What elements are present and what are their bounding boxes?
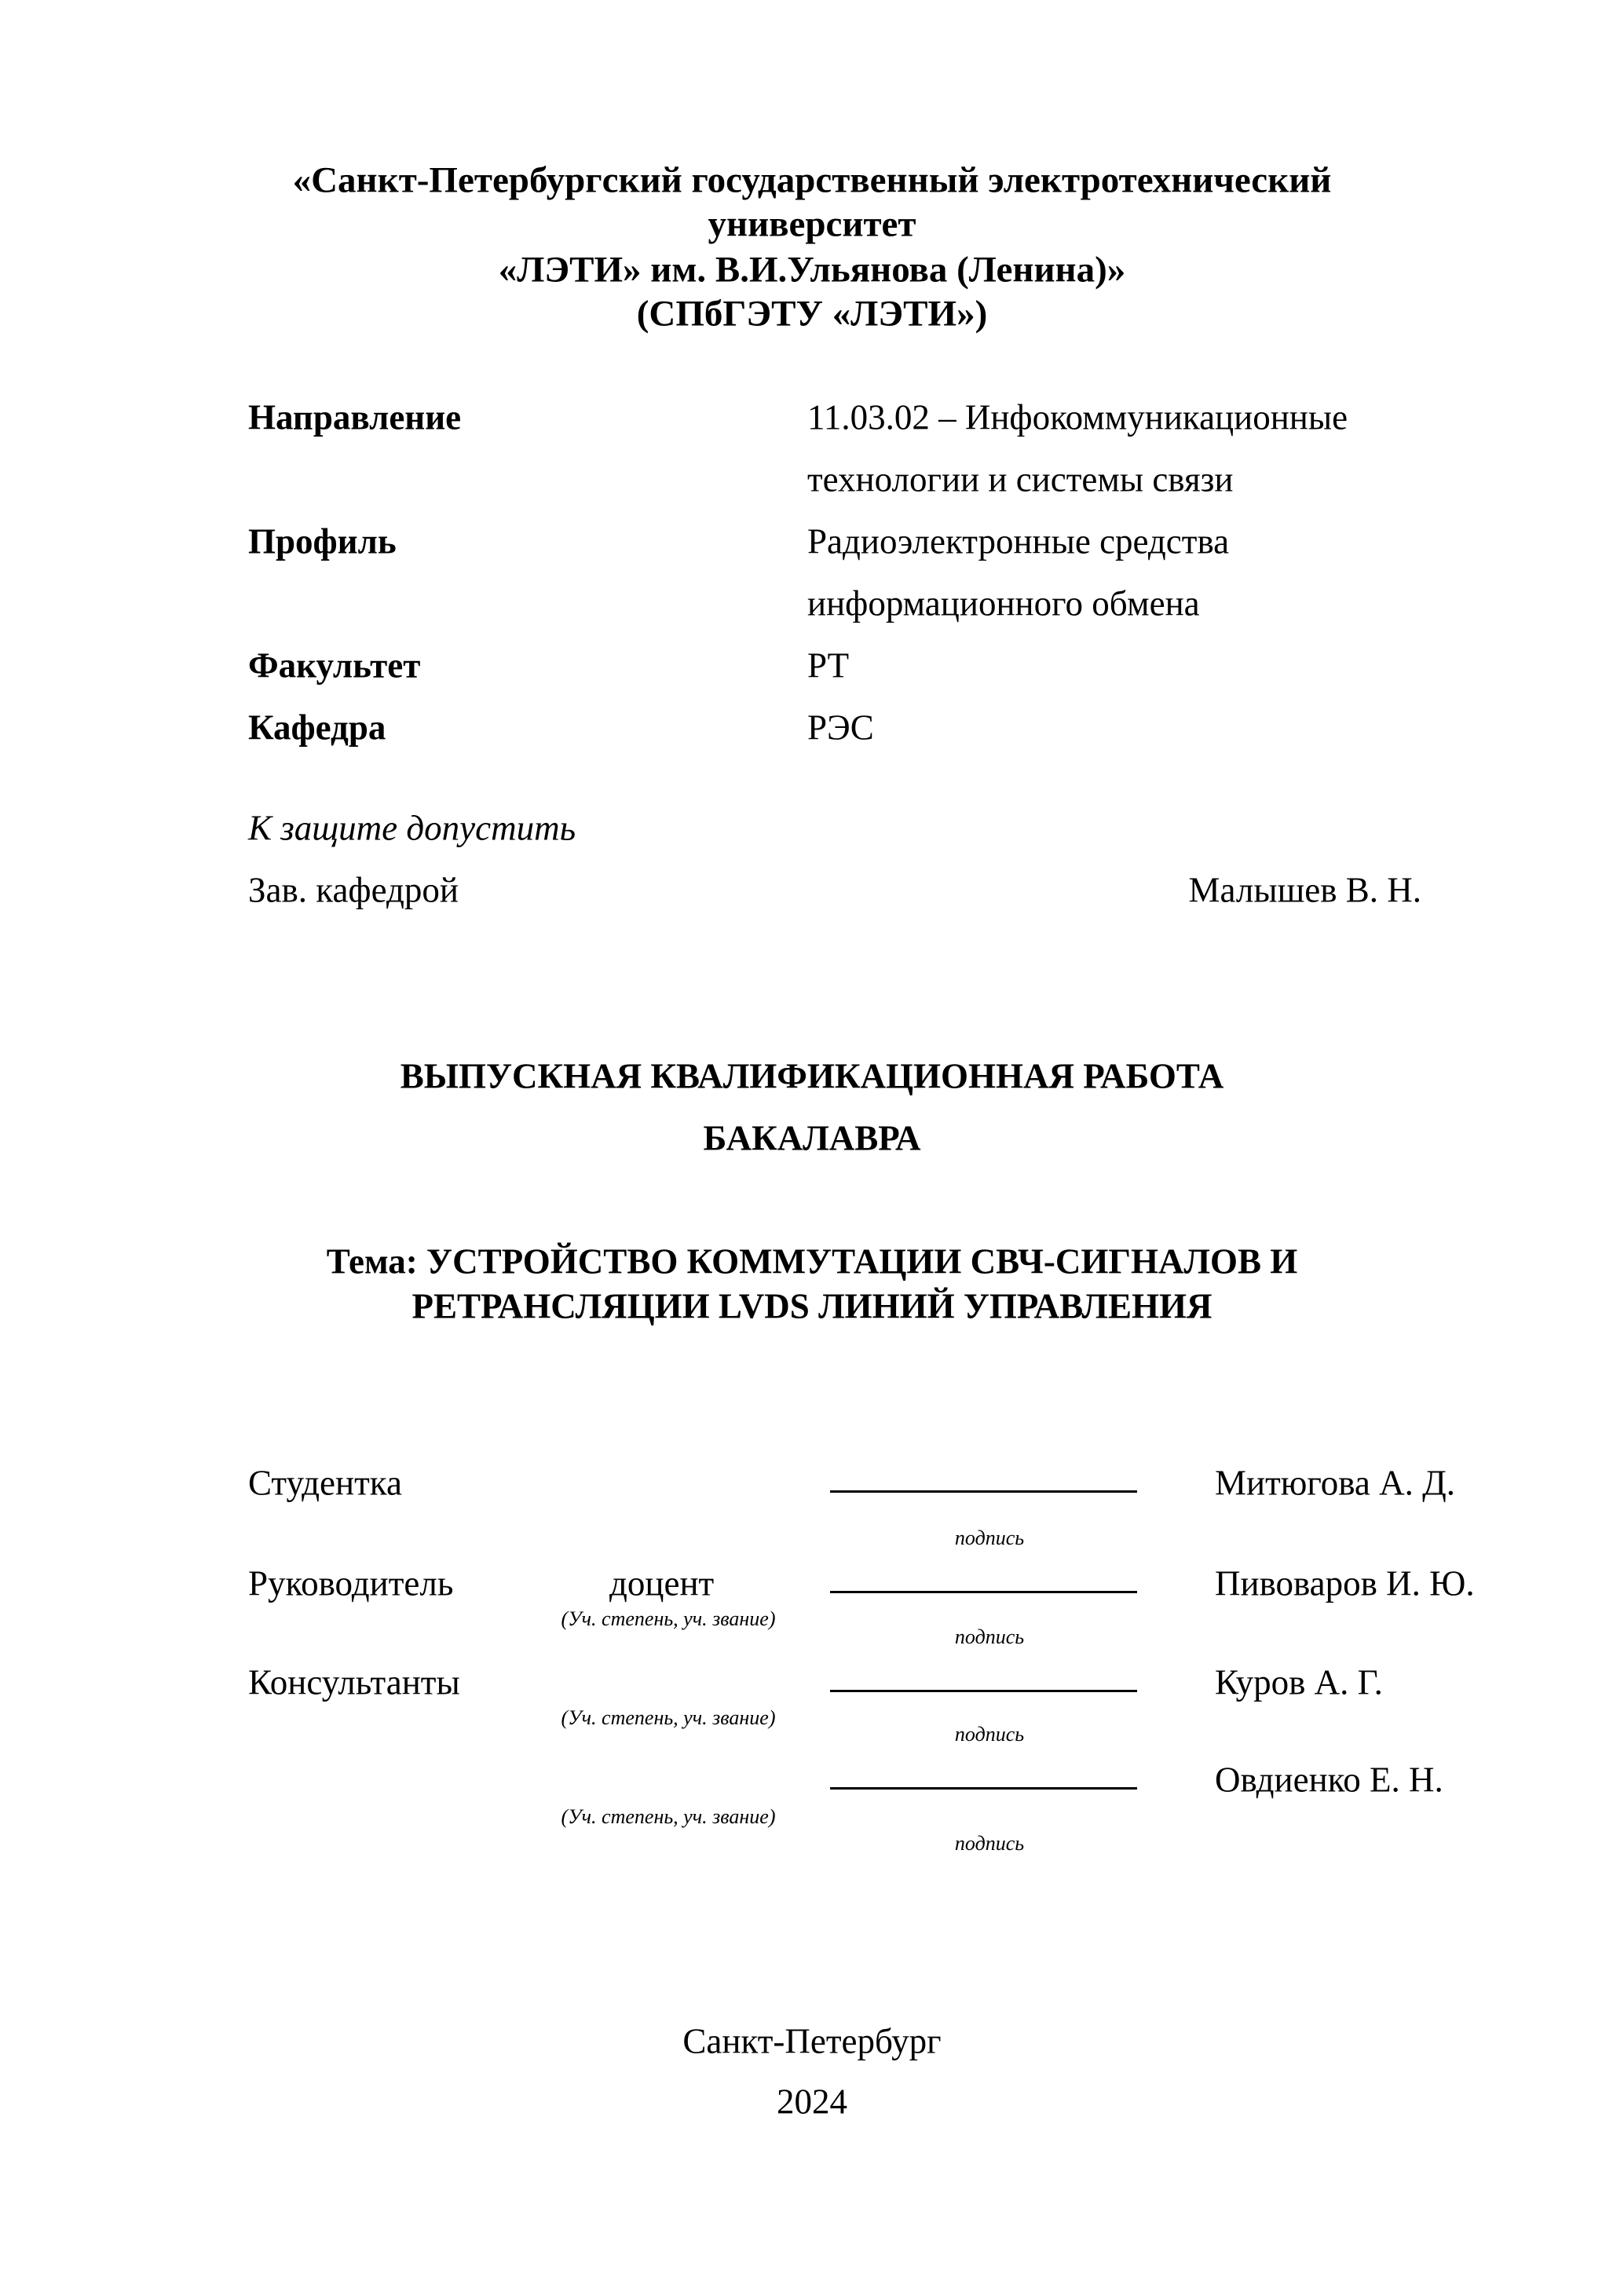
year: 2024 bbox=[777, 2082, 847, 2122]
signature-hint: подпись bbox=[954, 1723, 1025, 1746]
department-label: Кафедра bbox=[248, 707, 386, 748]
signature-line bbox=[830, 1490, 1137, 1493]
approval-caption: К защите допустить bbox=[248, 808, 576, 848]
consultant-2-name: Овдиенко Е. Н. bbox=[1215, 1760, 1443, 1800]
university-name-line-3: «ЛЭТИ» им. В.И.Ульянова (Ленина)» bbox=[498, 249, 1126, 291]
university-name-line-2: университет bbox=[708, 203, 916, 245]
topic-line-2: РЕТРАНСЛЯЦИИ LVDS ЛИНИЙ УПРАВЛЕНИЯ bbox=[411, 1286, 1213, 1326]
profile-value-line-2: информационного обмена bbox=[807, 583, 1200, 623]
consultant-1-name: Куров А. Г. bbox=[1215, 1662, 1383, 1702]
topic-line-1: Тема: УСТРОЙСТВО КОММУТАЦИИ СВЧ-СИГНАЛОВ И bbox=[326, 1241, 1298, 1281]
faculty-label: Факультет bbox=[248, 645, 421, 686]
signature-line bbox=[830, 1690, 1137, 1692]
supervisor-degree: доцент bbox=[609, 1563, 715, 1603]
signature-hint: подпись bbox=[954, 1526, 1025, 1549]
head-of-department-label: Зав. кафедрой bbox=[248, 870, 459, 910]
degree-hint: (Уч. степень, уч. звание) bbox=[561, 1607, 776, 1630]
university-name-line-1: «Санкт-Петербургский государственный электротехнический bbox=[292, 159, 1332, 201]
signature-hint: подпись bbox=[954, 1625, 1025, 1648]
head-of-department-name: Малышев В. Н. bbox=[1188, 870, 1421, 910]
student-name: Митюгова А. Д. bbox=[1215, 1463, 1456, 1503]
direction-label: Направление bbox=[248, 397, 462, 437]
faculty-value: РТ bbox=[807, 645, 850, 686]
direction-value-line-1: 11.03.02 – Инфокоммуникационные bbox=[807, 397, 1348, 437]
signature-line bbox=[830, 1787, 1137, 1790]
profile-value-line-1: Радиоэлектронные средства bbox=[807, 521, 1230, 561]
signature-line bbox=[830, 1591, 1137, 1593]
supervisor-role: Руководитель bbox=[248, 1563, 454, 1603]
direction-value-line-2: технологии и системы связи bbox=[807, 459, 1234, 499]
city: Санкт-Петербург bbox=[682, 2021, 942, 2061]
profile-label: Профиль bbox=[248, 521, 397, 561]
supervisor-name: Пивоваров И. Ю. bbox=[1215, 1563, 1475, 1603]
university-abbreviation: (СПбГЭТУ «ЛЭТИ») bbox=[636, 293, 988, 335]
consultants-role: Консультанты bbox=[248, 1662, 460, 1702]
degree-hint: (Уч. степень, уч. звание) bbox=[561, 1805, 776, 1828]
department-value: РЭС bbox=[807, 707, 874, 748]
student-role: Студентка bbox=[248, 1463, 402, 1503]
signature-hint: подпись bbox=[954, 1832, 1025, 1855]
degree-hint: (Уч. степень, уч. звание) bbox=[561, 1706, 776, 1729]
work-type-line-1: ВЫПУСКНАЯ КВАЛИФИКАЦИОННАЯ РАБОТА bbox=[400, 1056, 1224, 1096]
work-type-line-2: БАКАЛАВРА bbox=[703, 1118, 921, 1158]
